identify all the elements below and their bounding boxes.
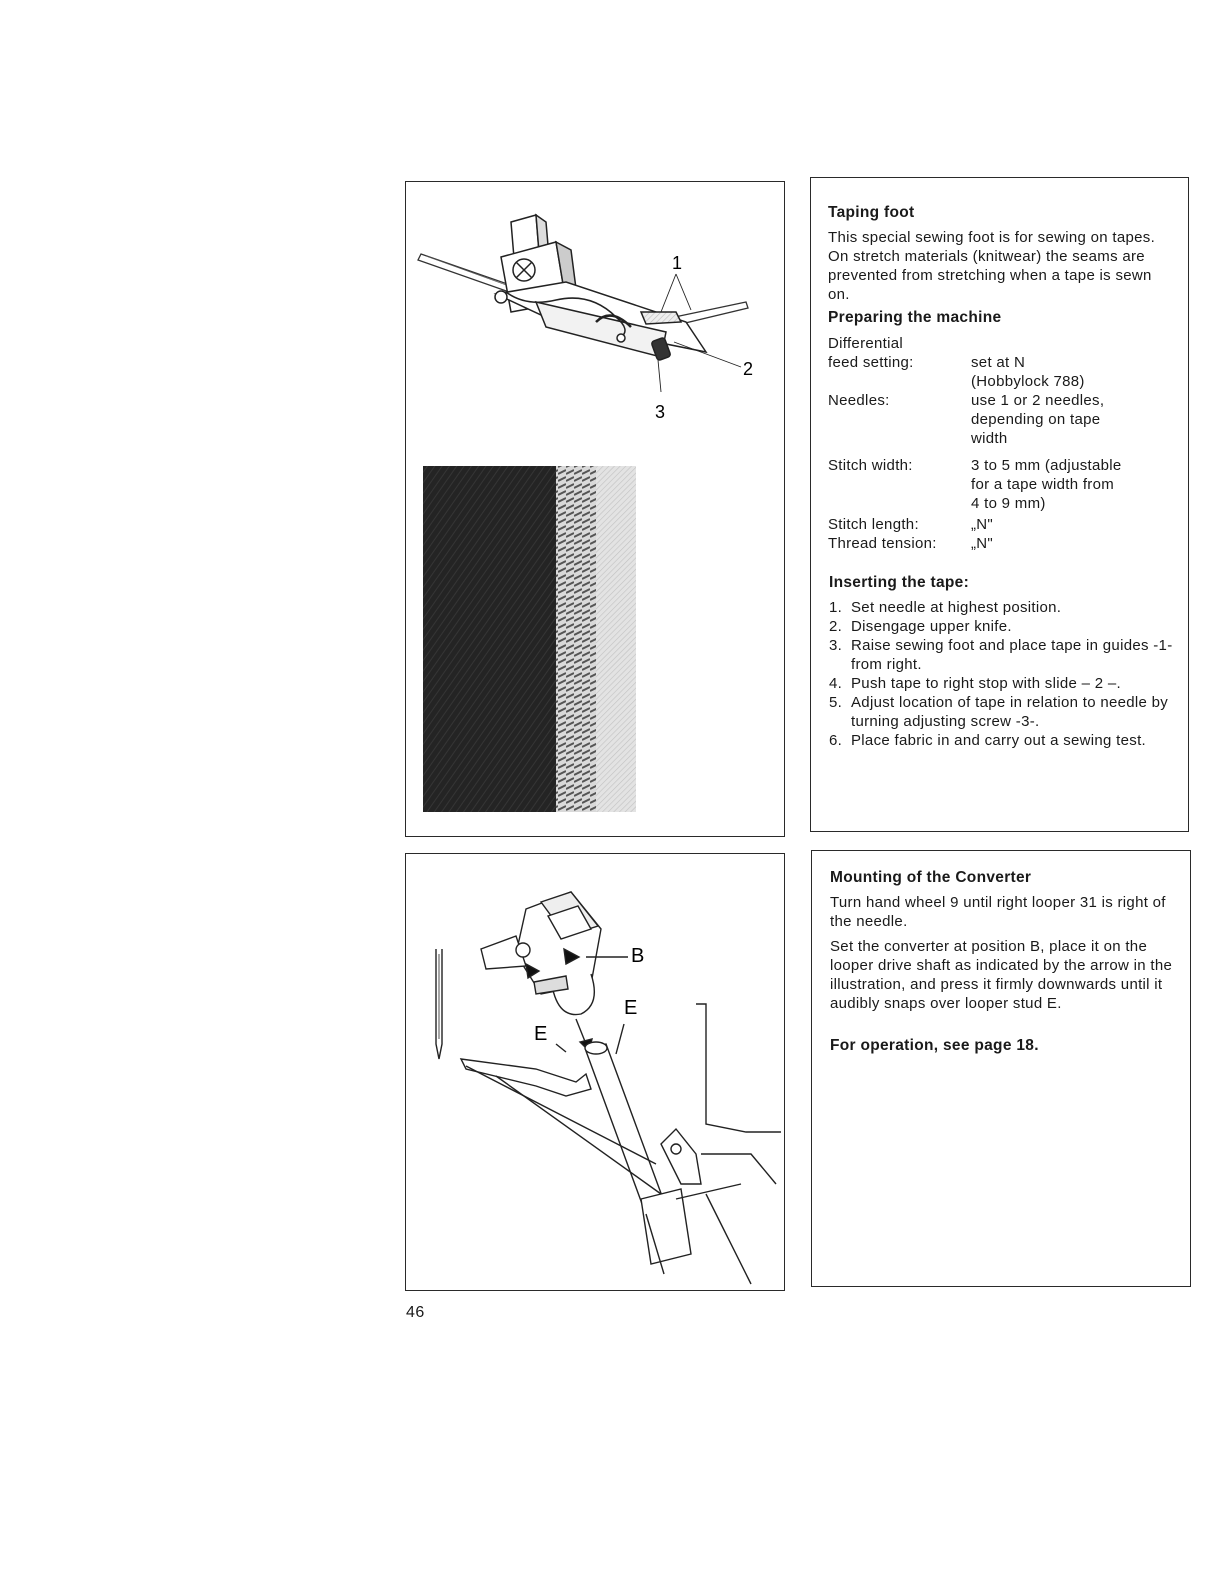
step-item (829, 693, 1174, 731)
setting-value: depending on tape (971, 411, 1101, 428)
step-number: 5. (829, 694, 843, 711)
setting-stitch-length (828, 515, 1173, 534)
taping-foot-figure-panel (405, 181, 785, 837)
setting-value: set at N (971, 354, 1026, 371)
step-text: Place fabric in and carry out a sewing test. (851, 732, 1147, 749)
setting-label: Stitch length: (828, 516, 919, 533)
converter-paragraph-1: Turn hand wheel 9 until right looper 31 is right of the needle. (830, 894, 1166, 930)
step-number: 1. (829, 599, 843, 616)
machine-settings (828, 334, 1173, 553)
converter-label-e-right: E (624, 997, 638, 1019)
taping-foot-intro: This special sewing foot is for sewing on tapes. On stretch materials (knitwear) the seams are prevented from stretching when a tape is sewn on. (828, 229, 1156, 303)
setting-value: 4 to 9 mm) (971, 495, 1046, 512)
foot-label-2: 2 (743, 359, 754, 379)
step-item (829, 636, 1174, 674)
taping-foot-text-panel (810, 177, 1189, 832)
converter-heading: Mounting of the Converter (830, 869, 1032, 886)
setting-value: (Hobbylock 788) (971, 373, 1085, 390)
inserting-tape-steps (829, 598, 1174, 750)
foot-sole (495, 282, 706, 361)
step-item (829, 674, 1174, 693)
step-number: 3. (829, 637, 843, 654)
setting-label: Stitch width: (828, 457, 913, 474)
setting-thread-tension (828, 534, 1173, 553)
step-number: 6. (829, 732, 843, 749)
setting-value: for a tape width from (971, 476, 1115, 493)
preparing-machine-heading: Preparing the machine (828, 309, 1002, 326)
label-e-leader (556, 1044, 566, 1052)
converter-illustration (406, 854, 783, 1289)
taping-foot-title: Taping foot (828, 204, 915, 221)
step-item (829, 598, 1174, 617)
setting-differential-feed (828, 334, 1173, 391)
page-number: 46 (406, 1304, 425, 1321)
setting-value: „N" (971, 516, 994, 533)
step-number: 4. (829, 675, 843, 692)
setting-value: „N" (971, 535, 994, 552)
converter-figure-panel (405, 853, 785, 1291)
taping-foot-illustration (406, 182, 783, 835)
setting-label: feed setting: (828, 354, 914, 371)
needle (436, 949, 442, 1059)
step-item (829, 731, 1174, 750)
step-text: Raise sewing foot and place tape in guides -1- from right. (851, 637, 1173, 673)
setting-needles (828, 391, 1173, 448)
setting-value: width (971, 430, 1008, 447)
operation-reference: For operation, see page 18. (830, 1037, 1039, 1054)
converter-paragraph-2: Set the converter at position B, place it on the looper drive shaft as indicated by the arrow in the illustration, and press it firmly downwards until it audibly snaps over looper stud E. (830, 938, 1173, 1012)
step-text: Set needle at highest position. (851, 599, 1062, 616)
setting-stitch-width (828, 456, 1173, 513)
label-e-leader (616, 1024, 624, 1054)
step-text: Disengage upper knife. (851, 618, 1012, 635)
converter-label-e-left: E (534, 1023, 548, 1045)
converter-text-panel (811, 850, 1191, 1287)
setting-value: use 1 or 2 needles, (971, 392, 1105, 409)
setting-label: Thread tension: (828, 535, 937, 552)
inserting-tape-heading: Inserting the tape: (829, 574, 970, 591)
setting-value: 3 to 5 mm (adjustable (971, 457, 1122, 474)
setting-label: Differential (828, 335, 904, 352)
step-number: 2. (829, 618, 843, 635)
converter-body (481, 892, 601, 1015)
converter-label-b: B (631, 945, 645, 967)
foot-label-1: 1 (672, 253, 683, 273)
step-text: Adjust location of tape in relation to needle by turning adjusting screw -3-. (851, 694, 1169, 730)
foot-label-3: 3 (655, 402, 666, 422)
step-text: Push tape to right stop with slide – 2 –. (851, 675, 1121, 692)
setting-label: Needles: (828, 392, 890, 409)
sewn-tape-photo (423, 466, 636, 812)
step-item (829, 617, 1174, 636)
